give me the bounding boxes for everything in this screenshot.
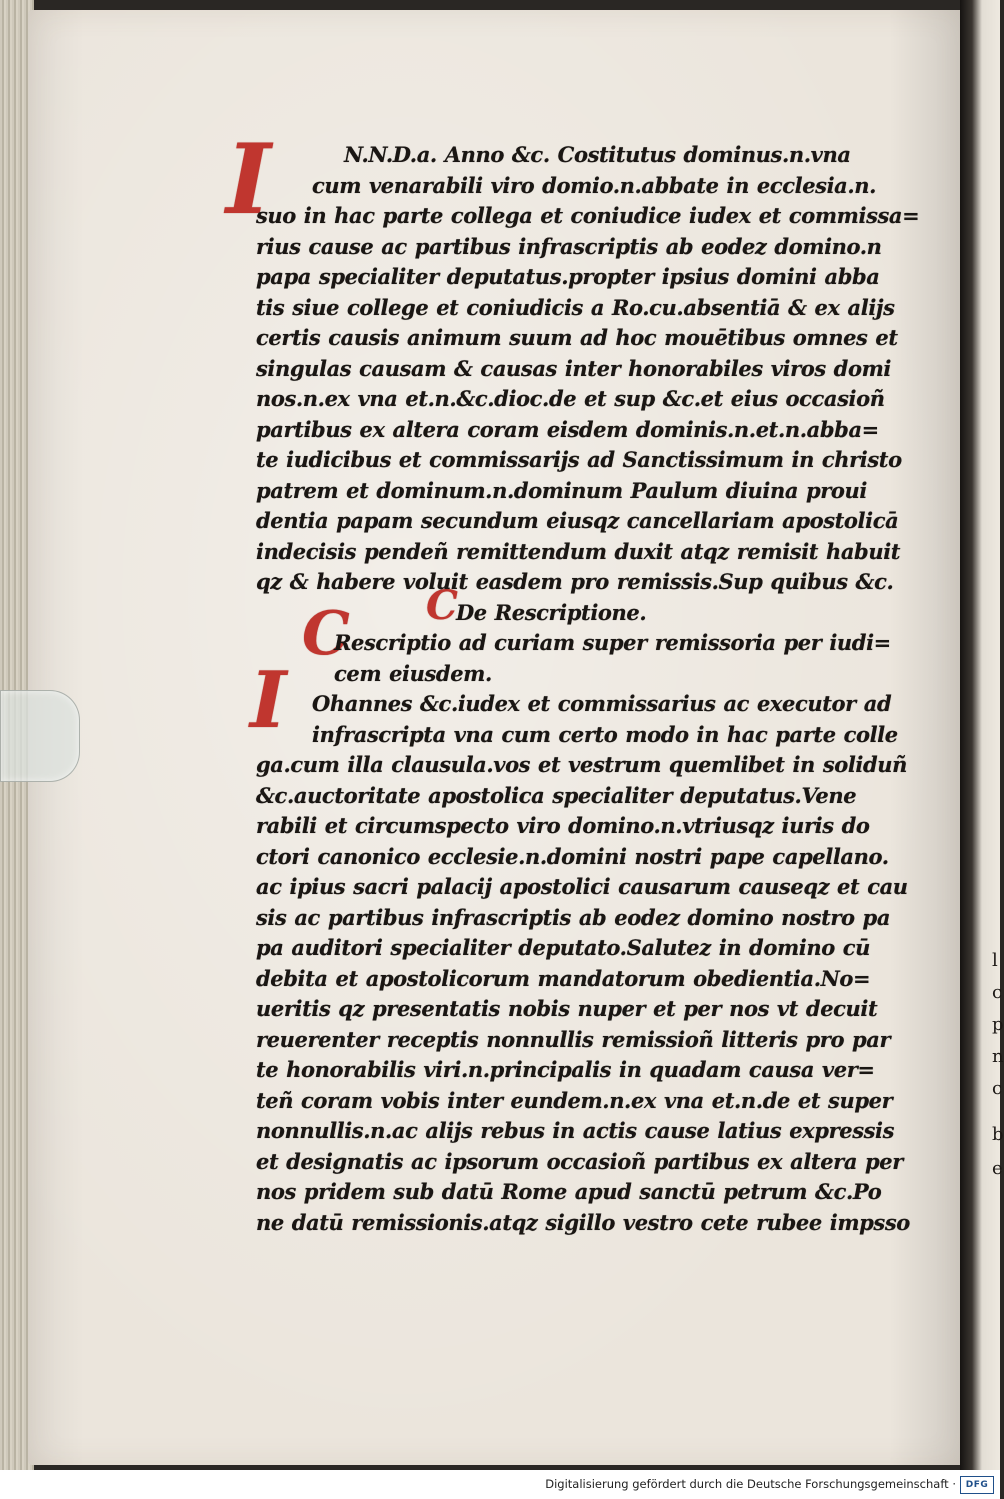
funding-notice: Digitalisierung gefördert durch die Deutsche Forschungsgemeinschaft · [545, 1477, 956, 1491]
facing-page-glyph: e [992, 1158, 1003, 1179]
text-line: qz & habere voluit easdem pro remissis.Sup quibus &c. [256, 569, 894, 594]
text-line: reuerenter receptis nonnullis remissioñ litteris pro par [256, 1026, 891, 1052]
text-line: te honorabilis viri.n.principalis in quadam causa ver= [256, 1057, 875, 1082]
rubric-line: Rescriptio ad curiam super remissoria per iudi= [334, 630, 891, 655]
text-line: N.N.D.a. Anno &c. Costitutus dominus.n.vna [344, 142, 851, 167]
text-block [232, 140, 920, 1238]
text-line: Ohannes &c.iudex et commissarius ac executor ad [312, 691, 892, 716]
facing-page-glyph: c [992, 982, 1003, 1003]
text-line: ac ipius sacri palacij apostolici causarum causeqz et cau [256, 874, 908, 899]
text-line: debita et apostolicorum mandatorum obedientia.No= [256, 965, 871, 991]
digitization-footer [0, 1470, 1000, 1499]
text-line: partibus ex altera coram eisdem dominis.n.et.n.abba= [256, 416, 879, 442]
text-line: teñ coram vobis inter eundem.n.ex vna et.n.de et super [256, 1087, 893, 1113]
text-line: papa specialiter deputatus.propter ipsius domini abba [256, 264, 880, 289]
red-initial-c-rubric: C [302, 599, 350, 669]
text-line: tis siue college et coniudicis a Ro.cu.absentiā & ex alijs [256, 294, 895, 320]
text-line: dentia papam secundum eiusqz cancellariam apostolicā [256, 508, 899, 533]
text-line: ga.cum illa clausula.vos et vestrum quemlibet in soliduñ [256, 752, 908, 777]
text-line: nos.n.ex vna et.n.&c.dioc.de et sup &c.et eius occasioñ [256, 386, 885, 411]
dfg-logo-icon: DFG [960, 1476, 994, 1494]
text-line: ctori canonico ecclesie.n.domini nostri pape capellano. [256, 843, 889, 869]
facing-page-glyph: p [992, 1014, 1004, 1035]
rubric-line: cem eiusdem. [334, 660, 492, 686]
text-line: sis ac partibus infrascriptis ab eodez domino nostro pa [256, 904, 891, 930]
book-gutter [960, 0, 1003, 1470]
section-heading: De Rescriptione. [456, 599, 647, 625]
facing-page-glyph: n [992, 1046, 1004, 1067]
text-line: certis causis animum suum ad hoc mouētibus omnes et [256, 325, 898, 350]
facing-page-glyph: b [992, 1124, 1004, 1145]
text-line: et designatis ac ipsorum occasioñ partibus ex altera per [256, 1148, 903, 1174]
red-initial-i-second: I [250, 655, 287, 746]
text-line: ueritis qz presentatis nobis nuper et per nos vt decuit [256, 996, 878, 1021]
text-line: ne datū remissionis.atqz sigillo vestro cete rubee impsso [256, 1209, 910, 1235]
text-line: singulas causam & causas inter honorabiles viros domi [256, 355, 891, 381]
facing-page-glyph: c [992, 1078, 1003, 1099]
text-line: patrem et dominum.n.dominum Paulum diuina proui [256, 477, 867, 503]
text-line: infrascripta vna cum certo modo in hac parte colle [312, 721, 898, 747]
red-initial-i: I [226, 123, 271, 236]
red-initial-c-heading: C [426, 582, 458, 629]
text-line: nonnullis.n.ac alijs rebus in actis cause latius expressis [256, 1118, 895, 1143]
page-clip-tab [0, 690, 80, 782]
text-line: &c.auctoritate apostolica specialiter deputatus.Vene [256, 782, 857, 808]
text-line: pa auditori specialiter deputato.Salutez in domino cū [256, 935, 870, 960]
text-line: indecisis pendeñ remittendum duxit atqz remisit habuit [256, 538, 901, 564]
text-line: rius cause ac partibus infrascriptis ab eodez domino.n [256, 233, 882, 259]
text-line: cum venarabili viro domio.n.abbate in ecclesia.n. [312, 172, 877, 198]
text-line: te iudicibus et commissarijs ad Sanctissimum in christo [256, 447, 902, 472]
facing-page-glyph: l [992, 950, 998, 971]
text-line: nos pridem sub datū Rome apud sanctū petrum &c.Po [256, 1179, 882, 1204]
text-line: rabili et circumspecto viro domino.n.vtriusqz iuris do [256, 813, 870, 838]
text-line: suo in hac parte collega et coniudice iudex et commissa= [256, 203, 920, 228]
